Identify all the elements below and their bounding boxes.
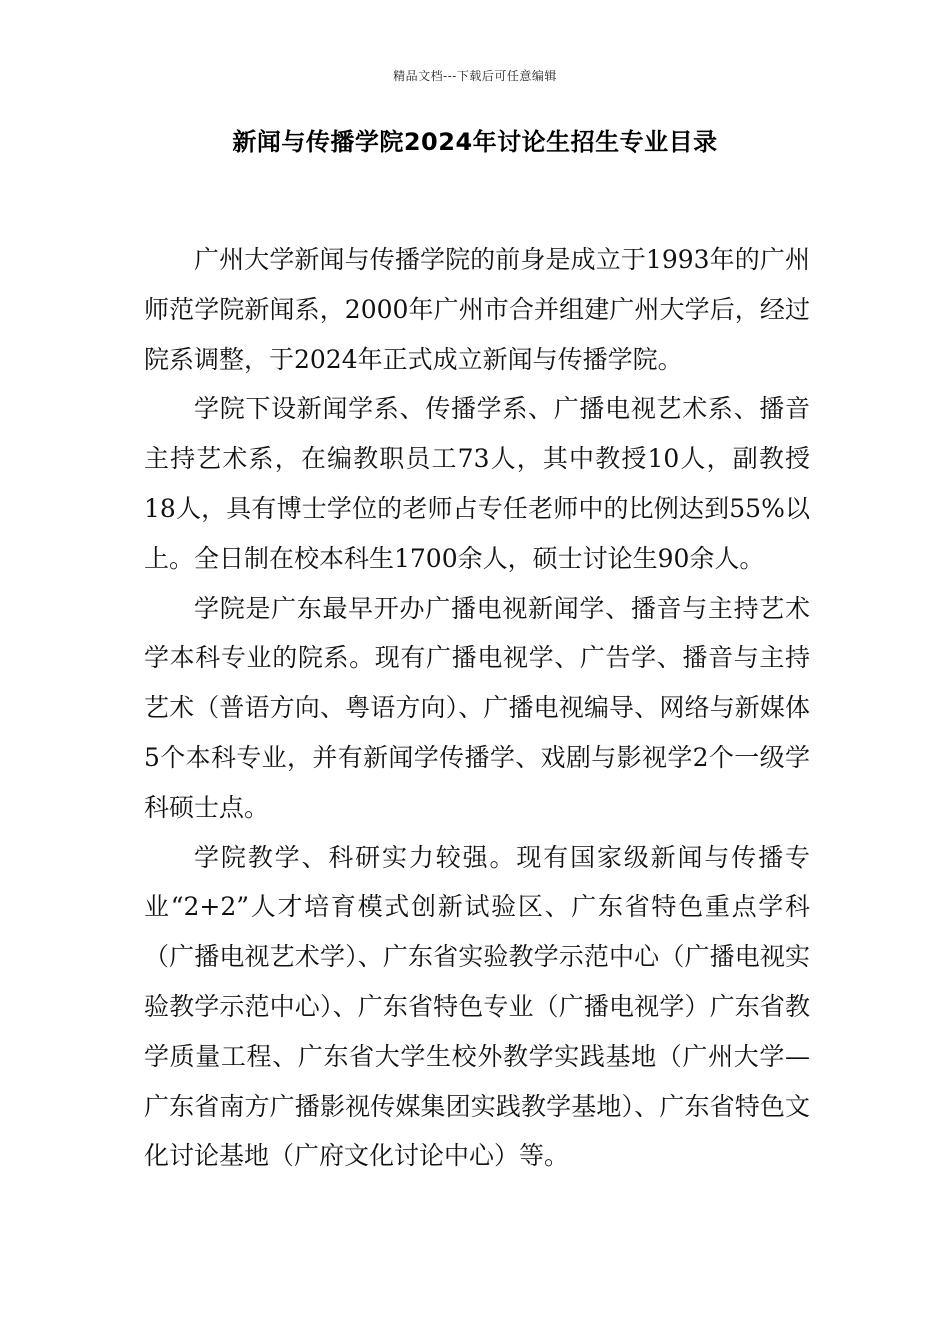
paragraph-departments: 学院下设新闻学系、传播学系、广播电视艺术系、播音主持艺术系，在编教职员工73人，其中教授10人，副教授18人，具有博士学位的老师占专任老师中的比例达到55%以上。全日制在校本科生1700余人，硕士讨论生90余人。 bbox=[144, 394, 810, 573]
running-header: 精品文档---下载后可任意编辑 bbox=[393, 69, 557, 83]
paragraph-majors: 学院是广东最早开办广播电视新闻学、播音与主持艺术学本科专业的院系。现有广播电视学、广告学、播音与主持艺术（普语方向、粤语方向）、广播电视编导、网络与新媒体5个本科专业，并有新闻学传播学、戏剧与影视学2个一级学科硕士点。 bbox=[144, 593, 810, 822]
paragraph-history: 广州大学新闻与传播学院的前身是成立于1993年的广州师范学院新闻系，2000年广州市合并组建广州大学后，经过院系调整，于2024年正式成立新闻与传播学院。 bbox=[144, 245, 810, 374]
document-body bbox=[144, 235, 810, 1181]
document-title: 新闻与传播学院2024年讨论生招生专业目录 bbox=[232, 128, 718, 156]
paragraph-research: 学院教学、科研实力较强。现有国家级新闻与传播专业“2+2”人才培育模式创新试验区、广东省特色重点学科（广播电视艺术学）、广东省实验教学示范中心（广播电视实验教学示范中心）、广东省特色专业（广播电视学）广东省教学质量工程、广东省大学生校外教学实践基地（广州大学—广东省南方广播影视传媒集团实践教学基地）、广东省特色文化讨论基地（广府文化讨论中心）等。 bbox=[144, 842, 810, 1171]
